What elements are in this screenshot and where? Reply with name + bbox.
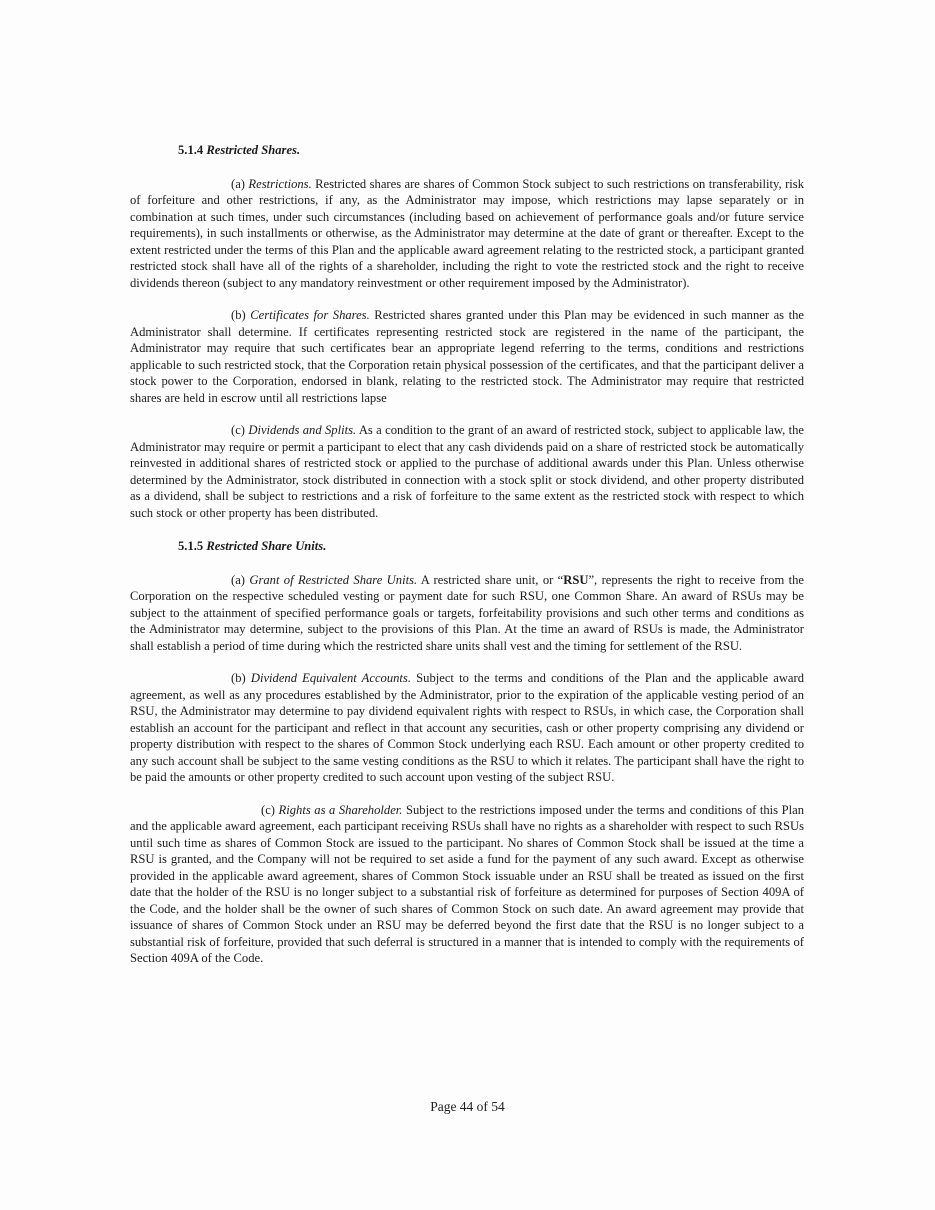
section-number: 5.1.5 [178, 539, 204, 553]
paragraph-text-after: ”, represents the right to receive from the Corporation on the respective scheduled vesting or payment date for such RSU, one Common Share. An award of RSUs may be subject to the attainment of specified performance goals or targets, forfeitability provisions and such other terms and conditions as the Administrator may determine, subject to the provisions of this Plan. At the time an award of RSUs is made, the Administrator shall establish a period of time during which the restricted share units shall vest and the timing for settlement of the RSU. [130, 572, 804, 653]
section-heading-5-1-5 [178, 538, 804, 555]
page-number-footer: Page 44 of 54 [430, 1099, 505, 1114]
paragraph-dividend-equivalent [130, 670, 804, 786]
section-title: Restricted Shares. [206, 143, 301, 157]
section-heading-5-1-4 [178, 142, 804, 159]
paragraph-label: (a) [231, 572, 245, 587]
page-content [130, 142, 804, 967]
section-title: Restricted Share Units. [206, 539, 327, 553]
section-number: 5.1.4 [178, 143, 204, 157]
paragraph-text: Subject to the terms and conditions of the Plan and the applicable award agreement, as well as any procedures established by the Administrator, prior to the expiration of the applicable vesting period of an RSU, the Administrator may determine to pay dividend equivalent rights with respect to RSUs, in which case, the Corporation shall establish an account for the participant and reflect in that account any securities, cash or other property comprising any dividend or property distribution with respect to the shares of Common Stock underlying each RSU. Each amount or other property credited to any such account shall be subject to the same vesting conditions as the RSU to which it relates. The participant shall have the right to be paid the amounts or other property credited to such account upon vesting of the subject RSU. [130, 671, 805, 784]
paragraph-certificates [130, 307, 804, 406]
paragraph-text: As a condition to the grant of an award of restricted stock, subject to applicable law, the Administrator may require or permit a participant to elect that any cash dividends paid on a share of restricted stock be automatically reinvested in additional shares of restricted stock or applied to the purchase of additional awards under this Plan. Unless otherwise determined by the Administrator, stock distributed in connection with a stock split or stock dividend, and other property distributed as a dividend, shall be subject to restrictions and a risk of forfeiture to the same extent as the restricted stock with respect to which such stock or other property has been distributed. [130, 423, 804, 520]
paragraph-title: Grant of Restricted Share Units. [249, 572, 418, 587]
defined-term-rsu: RSU [563, 572, 589, 587]
paragraph-text: Restricted shares granted under this Plan may be evidenced in such manner as the Administrator shall determine. If certificates representing restricted stock are registered in the name of the participant, the Administrator may require that such certificates bear an appropriate legend referring to the terms, conditions and restrictions applicable to such restricted stock, that the Corporation retain physical possession of the certificates, and that the participant deliver a stock power to the Corporation, endorsed in blank, relating to the restricted stock. The Administrator may require that restricted shares are held in escrow until all restrictions lapse [130, 308, 804, 405]
paragraph-grant-rsu [130, 572, 804, 655]
paragraph-title: Certificates for Shares. [250, 308, 370, 322]
paragraph-restrictions [130, 176, 804, 292]
paragraph-label: (a) [231, 176, 245, 191]
paragraph-title: Restrictions. [248, 176, 312, 191]
paragraph-title: Dividend Equivalent Accounts. [250, 671, 411, 685]
paragraph-rights-shareholder [130, 802, 804, 967]
paragraph-title: Dividends and Splits. [248, 423, 357, 437]
paragraph-text-before: A restricted share unit, or “ [420, 572, 564, 587]
paragraph-label: (b) [231, 671, 246, 685]
paragraph-text: Subject to the restrictions imposed under the terms and conditions of this Plan and the applicable award agreement, each participant receiving RSUs shall have no rights as a shareholder with respect to such RSUs until such time as shares of Common Stock are issued to the participant. No shares of Common Stock shall be issued at the time a RSU is granted, and the Company will not be required to set aside a fund for the payment of any such award. Except as otherwise provided in the applicable award agreement, shares of Common Stock issuable under an RSU shall be treated as issued on the first date that the holder of the RSU is no longer subject to a substantial risk of forfeiture as determined for purposes of Section 409A of the Code, and the holder shall be the owner of such shares of Common Stock on such date. An award agreement may provide that issuance of shares of Common Stock under an RSU may be deferred beyond the first date that the RSU is no longer subject to a substantial risk of forfeiture, provided that such deferral is structured in a manner that is intended to comply with the requirements of Section 409A of the Code. [130, 802, 804, 965]
paragraph-dividends-splits [130, 422, 804, 521]
paragraph-label: (c) [261, 802, 275, 817]
paragraph-text: Restricted shares are shares of Common Stock subject to such restrictions on transferability, risk of forfeiture and other restrictions, if any, as the Administrator may impose, which restrictions may lapse separately or in combination at such times, under such circumstances (including based on achievement of performance goals and/or future service requirements), in such installments or otherwise, as the Administrator may determine at the date of grant or thereafter. Except to the extent restricted under the terms of this Plan and the applicable award agreement relating to the restricted stock, a participant granted restricted stock shall have all of the rights of a shareholder, including the right to vote the restricted stock and the right to receive dividends thereon (subject to any mandatory reinvestment or other requirement imposed by the Administrator). [130, 176, 804, 290]
paragraph-title: Rights as a Shareholder. [278, 802, 403, 817]
paragraph-label: (c) [231, 423, 245, 437]
paragraph-label: (b) [231, 308, 246, 322]
